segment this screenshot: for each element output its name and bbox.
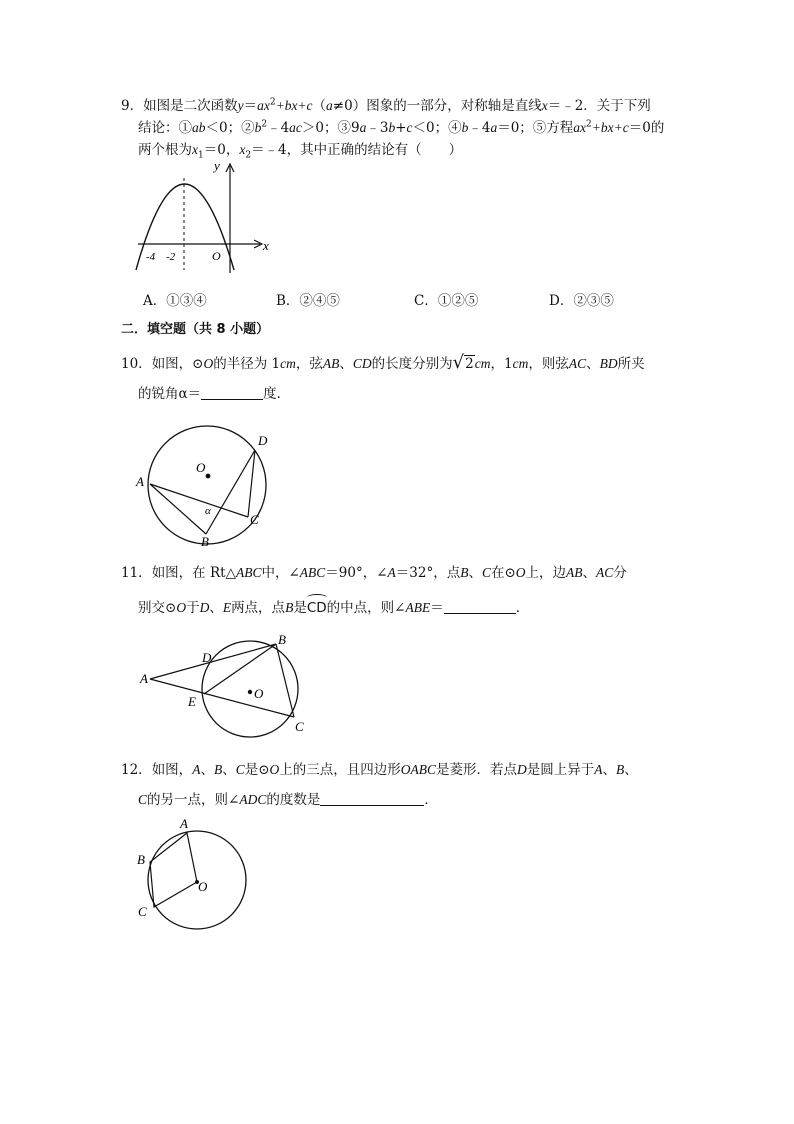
math: AB: [322, 356, 340, 371]
q9-option-a[interactable]: [143, 289, 207, 309]
text: 、: [222, 762, 236, 778]
answer-blank[interactable]: [201, 385, 263, 400]
math: +bx+c: [275, 98, 313, 113]
text: ．: [424, 792, 438, 808]
q9-option-b[interactable]: [276, 289, 340, 309]
option-letter: D．: [549, 293, 574, 309]
center-dot: [206, 474, 211, 479]
math: D: [199, 600, 210, 615]
math: ABC: [299, 565, 326, 580]
q9-option-d[interactable]: [549, 289, 614, 309]
math: cm: [280, 356, 296, 371]
text: ≠0）图象的一部分，对称轴是直线: [332, 98, 542, 114]
arc-text: CD: [306, 600, 327, 616]
circle-o: [148, 426, 266, 544]
text: 结论：①: [138, 120, 192, 136]
label-b: B: [278, 632, 286, 647]
q9-line-1: [121, 96, 651, 116]
chord-ac: [150, 484, 248, 517]
math: ab: [192, 120, 206, 135]
text: 、: [200, 762, 214, 778]
text: ，则弦: [528, 356, 569, 372]
text: 度．: [263, 386, 291, 402]
math: A: [594, 762, 603, 777]
text: ＝90°，∠: [325, 565, 388, 581]
math: ABC: [235, 565, 262, 580]
option-letter: A．: [143, 293, 167, 309]
circle-o: [202, 641, 298, 737]
label-o: O: [196, 460, 206, 475]
text: 所夹: [617, 356, 645, 372]
q11-line-1: [121, 563, 627, 583]
math: A: [387, 565, 396, 580]
q12-circle-figure: [132, 812, 262, 938]
math: C: [481, 565, 491, 580]
text: 是菱形．若点: [436, 762, 518, 778]
option-text: ①②⑤: [437, 293, 479, 309]
option-text: ①③④: [166, 293, 207, 309]
text: 上的三点，且四边形: [279, 762, 401, 778]
sqrt-sign: √: [452, 352, 465, 373]
option-letter: B．: [276, 293, 300, 309]
math: B: [616, 762, 625, 777]
text: 、: [339, 356, 353, 372]
label-a: A: [136, 474, 144, 489]
math: c: [406, 120, 413, 135]
q9-option-c[interactable]: [414, 289, 478, 309]
math: BD: [599, 356, 618, 371]
label-o: O: [254, 686, 264, 701]
q9-number: 9．: [121, 98, 144, 114]
math: CD: [352, 356, 372, 371]
text: ＝: [243, 98, 258, 114]
subscript: 2: [245, 150, 252, 161]
text: 分: [613, 565, 627, 581]
math: A: [192, 762, 201, 777]
q12-line-1: [121, 760, 638, 780]
label-e: E: [188, 694, 196, 709]
text: 两个根为: [138, 142, 192, 158]
text: +: [395, 120, 407, 136]
text: ＝32°，点: [395, 565, 461, 581]
math: C: [138, 792, 148, 807]
math: b: [388, 120, 396, 135]
text: 、: [586, 356, 600, 372]
text: ＝﹣2．关于下列: [547, 98, 651, 114]
y-axis-label: y: [214, 158, 220, 173]
math: cm: [512, 356, 529, 371]
text: ．: [515, 600, 530, 616]
math: x: [192, 142, 198, 157]
text: 、: [624, 762, 638, 778]
text: 如图是二次函数: [143, 98, 238, 114]
text: ，弦: [295, 356, 323, 372]
q12-line-2: [138, 790, 438, 810]
q9-line-2: [138, 118, 664, 138]
label-c: C: [295, 719, 304, 734]
math: ax: [573, 120, 587, 135]
math: b: [254, 120, 262, 135]
label-b: B: [137, 852, 145, 867]
text: ﹣4: [468, 120, 491, 136]
text: 中，∠: [261, 565, 300, 581]
q10-circle-figure: [132, 425, 282, 550]
answer-blank[interactable]: [320, 791, 424, 806]
math: a: [359, 120, 367, 135]
label-o: O: [198, 879, 208, 894]
text: ＝﹣4，其中正确的结论有（ ）: [251, 142, 463, 158]
text: 、: [582, 565, 597, 581]
math: a: [326, 98, 333, 113]
text: 如图，⊙: [151, 356, 204, 372]
text: ＜0；④: [412, 120, 462, 136]
math: ax: [257, 98, 270, 113]
option-letter: C．: [414, 293, 438, 309]
q10-line-2: [138, 384, 290, 404]
math: OABC: [400, 762, 437, 777]
label-c: C: [138, 904, 147, 919]
q12-number: 12．: [121, 762, 152, 778]
text: 、: [209, 600, 223, 616]
chord-bd: [206, 450, 255, 534]
text: 如图，: [151, 762, 193, 778]
label-a: A: [180, 816, 188, 831]
math: B: [213, 762, 223, 777]
text: ＝0，: [203, 142, 240, 158]
math: b: [461, 120, 469, 135]
math: cm: [474, 356, 491, 371]
label-d: D: [258, 433, 268, 448]
math: y: [237, 98, 244, 113]
tick-label-minus-4: -4: [146, 251, 156, 263]
text: 的半径为 1: [213, 356, 281, 372]
text: ＝0；⑤方程: [497, 120, 574, 136]
text: 上，边: [525, 565, 567, 581]
text: 的锐角α＝: [138, 386, 202, 402]
q11-number: 11．: [121, 565, 152, 581]
math: B: [460, 565, 469, 580]
math: AC: [596, 565, 614, 580]
sqrt-value: 2: [465, 356, 474, 372]
answer-blank[interactable]: [444, 599, 516, 614]
math: D: [517, 762, 527, 777]
math: AC: [568, 356, 587, 371]
label-b: B: [201, 534, 209, 549]
text: 是: [293, 600, 307, 616]
text: 别交⊙: [138, 600, 177, 616]
text: 是圆上异于: [526, 762, 595, 778]
text: ＞0；③9: [301, 120, 360, 136]
rhombus-oabc: [150, 833, 197, 907]
math: E: [222, 600, 232, 615]
math: O: [269, 762, 280, 777]
chord-ab: [150, 484, 206, 534]
text: 在⊙: [490, 565, 516, 581]
math: O: [203, 356, 214, 371]
option-text: ②③⑤: [573, 293, 614, 309]
text: 的中点，则∠: [326, 600, 406, 616]
text: 是⊙: [244, 762, 270, 778]
side-ac: [150, 679, 294, 717]
math: ABE: [405, 600, 431, 615]
q9-parabola-graph: [128, 158, 278, 278]
math: O: [176, 600, 187, 615]
text: ﹣3: [366, 120, 389, 136]
text: 两点，点: [231, 600, 286, 616]
exponent: 2: [261, 119, 268, 130]
label-d: D: [202, 650, 212, 665]
text: ＝0的: [628, 120, 665, 136]
center-dot: [248, 690, 252, 694]
subscript: 1: [198, 150, 204, 161]
option-text: ②④⑤: [299, 293, 340, 309]
math: O: [515, 565, 526, 580]
origin-label: O: [212, 249, 221, 263]
tick-label-minus-2: -2: [166, 251, 176, 263]
segment-be: [204, 644, 276, 694]
text: 、: [468, 565, 482, 581]
side-ab: [150, 644, 276, 679]
x-axis-label: x: [263, 238, 269, 253]
label-c: C: [250, 512, 259, 527]
text: ，1: [490, 356, 513, 372]
text: （: [312, 98, 327, 114]
label-alpha: α: [205, 505, 211, 517]
text: 的度数是: [266, 792, 321, 808]
math: AB: [566, 565, 583, 580]
text: 、: [602, 762, 617, 778]
math: B: [285, 600, 294, 615]
math: x: [541, 98, 548, 113]
q11-circle-figure: [138, 630, 318, 740]
exponent: 2: [586, 119, 592, 130]
math: C: [235, 762, 245, 777]
math: ac: [289, 120, 302, 135]
q9-line-3: [138, 140, 462, 160]
text: 如图，在 Rt△: [151, 565, 236, 581]
exponent: 2: [269, 97, 276, 108]
text: ﹣4: [267, 120, 290, 136]
math: ADC: [239, 792, 267, 807]
text: 于: [186, 600, 200, 616]
arc-cd: [307, 598, 327, 618]
math: a: [490, 120, 498, 135]
math: +bx+c: [591, 120, 629, 135]
text: 的另一点，则∠: [147, 792, 240, 808]
text: ＝: [430, 600, 444, 616]
label-a: A: [140, 671, 148, 686]
side-bc: [276, 644, 294, 717]
q10-number: 10．: [121, 356, 152, 372]
text: 的长度分别为: [371, 356, 453, 372]
section-title: 二．填空题（共 8 小题）: [121, 322, 270, 337]
text: ＜0；②: [205, 120, 255, 136]
math: x: [239, 142, 246, 157]
q11-line-2: [138, 598, 529, 618]
q10-line-1: [121, 353, 645, 374]
